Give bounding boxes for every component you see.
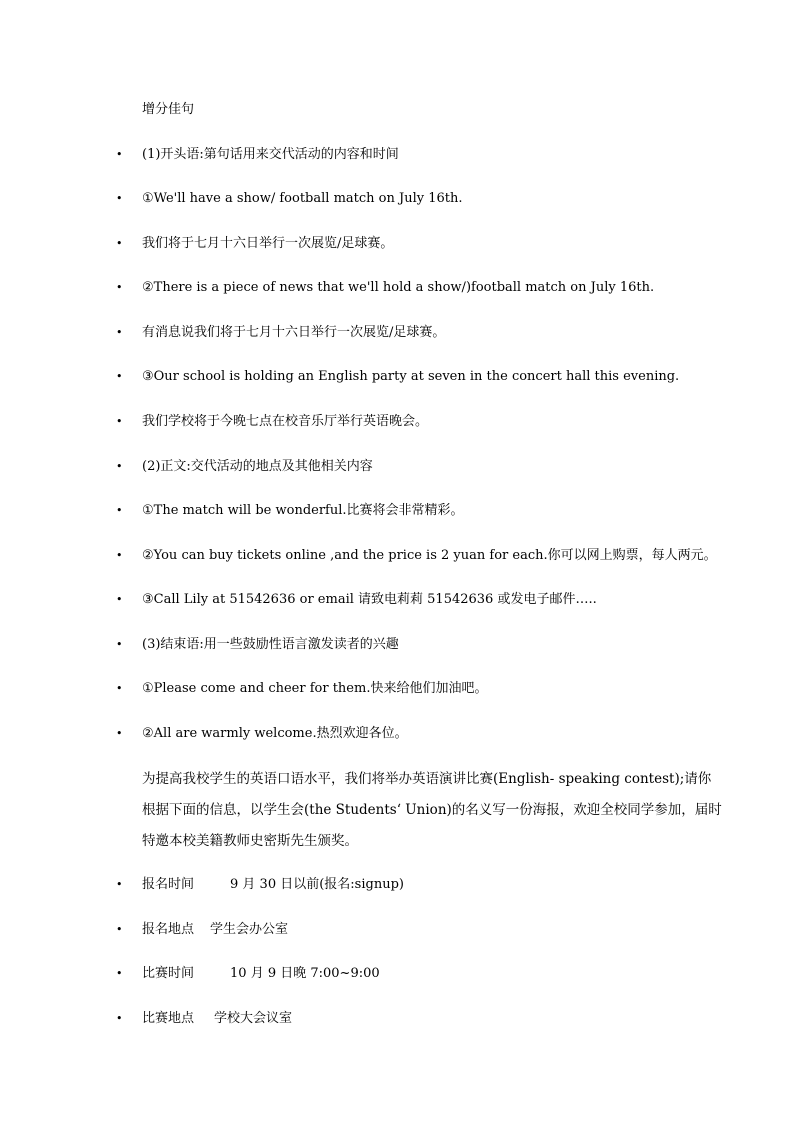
bullet-dot: • <box>116 415 123 428</box>
bullet-dot: • <box>116 682 123 695</box>
bullet-dot: • <box>116 148 123 161</box>
bullet-dot: • <box>116 878 123 891</box>
info-label: 报名地点 <box>142 922 195 937</box>
list-item: ①The match will be wonderful.比赛将会非常精彩。 <box>142 503 464 518</box>
info-row <box>142 921 742 939</box>
list-item: ①Please come and cheer for them.快来给他们加油吧。 <box>142 681 488 696</box>
list-item: 我们将于七月十六日举行一次展览/足球赛。 <box>142 236 394 251</box>
list-item: 我们学校将于今晚七点在校音乐厅举行英语晚会。 <box>142 414 429 429</box>
bullet-dot: • <box>116 192 123 205</box>
bullet-dot: • <box>116 237 123 250</box>
list-item: ②You can buy tickets online ,and the price is 2 yuan for each.你可以网上购票，每人两元。 <box>142 548 717 563</box>
list-item: (1)开头语:第句话用来交代活动的内容和时间 <box>142 147 399 162</box>
bullet-dot: • <box>116 593 123 606</box>
bullet-dot: • <box>116 326 123 339</box>
bullet-dot: • <box>116 549 123 562</box>
bullet-dot: • <box>116 967 123 980</box>
bullet-dot: • <box>116 727 123 740</box>
task-paragraph: 为提高我校学生的英语口语水平，我们将举办英语演讲比赛(English- speaking contest);请你根据下面的信息，以学生会(the Students‘ Union)的名义写一份海报，欢迎全校同学参加，届时特邀本校美籍教师史密斯先生颁奖。 <box>142 771 722 849</box>
list-item: ②All are warmly welcome.热烈欢迎各位。 <box>142 726 408 741</box>
info-value: 学校大会议室 <box>214 1011 293 1026</box>
info-label: 报名时间 <box>142 877 195 892</box>
list-item: ③Call Lily at 51542636 or email 请致电莉莉 51542636 或发电子邮件….. <box>142 592 597 607</box>
bullet-dot: • <box>116 460 123 473</box>
info-row <box>142 876 742 894</box>
info-value: 学生会办公室 <box>210 922 289 937</box>
info-value: 9 月 30 日以前(报名:signup) <box>230 877 404 892</box>
bullet-dot: • <box>116 1012 123 1025</box>
info-value: 10 月 9 日晚 7:00~9:00 <box>230 966 380 981</box>
info-row <box>142 965 742 983</box>
bullet-dot: • <box>116 370 123 383</box>
list-item: ③Our school is holding an English party at seven in the concert hall this evening. <box>142 369 680 384</box>
list-item: 有消息说我们将于七月十六日举行一次展览/足球赛。 <box>142 325 446 340</box>
info-label: 比赛地点 <box>142 1011 195 1026</box>
heading: 增分佳句 <box>142 102 195 117</box>
list-item: (3)结束语:用一些鼓励性语言激发读者的兴趣 <box>142 637 399 652</box>
list-item: ①We'll have a show/ football match on July 16th. <box>142 191 463 206</box>
list-item: ②There is a piece of news that we'll hold a show/)football match on July 16th. <box>142 280 655 295</box>
info-row <box>142 1010 742 1028</box>
list-item: (2)正文:交代活动的地点及其他相关内容 <box>142 459 373 474</box>
bullet-dot: • <box>116 504 123 517</box>
info-label: 比赛时间 <box>142 966 195 981</box>
bullet-dot: • <box>116 923 123 936</box>
bullet-dot: • <box>116 281 123 294</box>
bullet-dot: • <box>116 638 123 651</box>
